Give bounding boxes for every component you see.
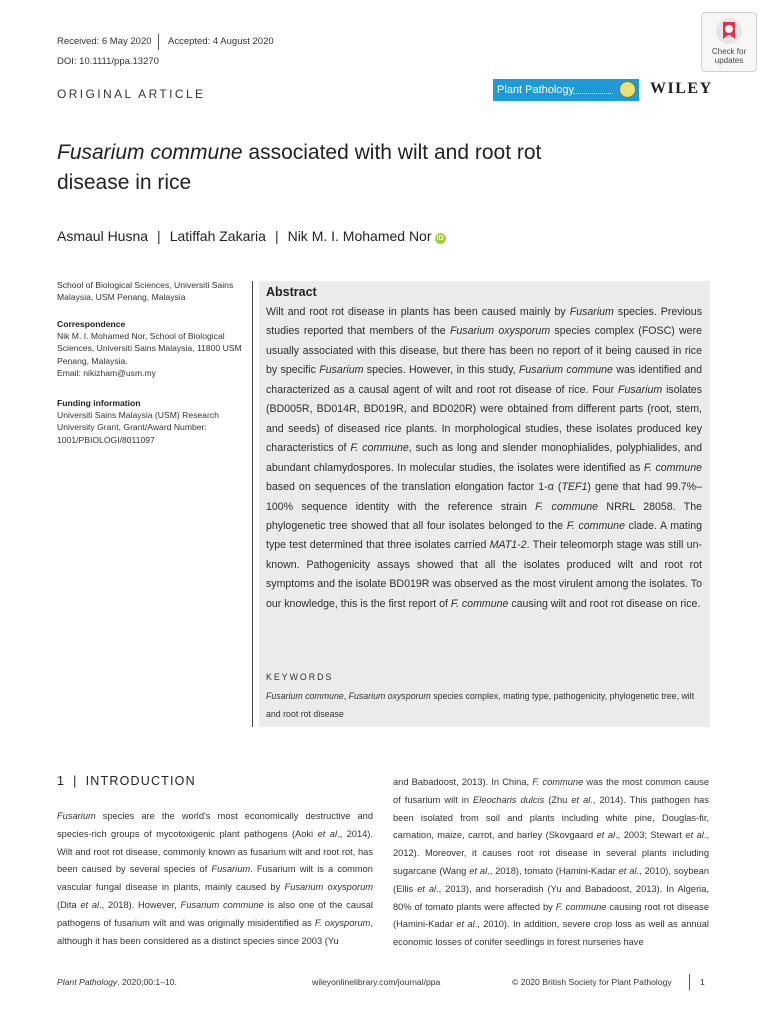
- journal-logo-subtext-decoration: [573, 85, 613, 94]
- received-date: Received: 6 May 2020: [57, 36, 152, 47]
- abstract-text: Wilt and root rot disease in plants has been caused mainly by Fusarium species. Previous studies reported that members of the Fusarium oxysporum species complex (FOSC) were usually associated with this disease, but there has been no report of it being caused in rice by specific Fusarium species. However, in this study, Fusarium commune was identified and characterized as a causal agent of wilt and root rot disease of rice. Four Fusarium isolates (BD005R, BD014R, BD019R, and BD020R) were obtained from different parts (root, stem, and seeds) of diseased rice plants. In morphological studies, these isolates produced key characteristics of F. commune, such as long and slender monophialides, polyphialides, and abundant chlamydospores. In molecular studies, the isolates were identified as F. commune based on sequences of the translation elongation factor 1-α (TEF1) gene that had 99.7%–100% sequence identity with the reference strain F. commune NRRL 28058. The phylogenetic tree showed that all four isolates belonged to the F. commune clade. A mating type test determined that three isolates carried MAT1-2. Their teleomorph stage was still unknown. Pathogenicity assays showed that all the isolates produced wilt and root rot symptoms and the isolate BD019R was observed as the most virulent among the isolates. To our knowledge, this is the first report of F. commune causing wilt and root rot disease on rice.: [266, 306, 703, 610]
- author-separator: |: [274, 228, 279, 244]
- crossmark-icon: [714, 16, 744, 46]
- keywords-text: Fusarium commune, Fusarium oxysporum species complex, mating type, pathogenicity, phylogenetic tree, wilt and root rot disease: [266, 691, 695, 719]
- title-species: Fusarium commune: [57, 141, 243, 164]
- funding-heading: Funding information: [57, 398, 141, 408]
- section-title: INTRODUCTION: [85, 774, 196, 788]
- article-title: [57, 138, 677, 198]
- section-heading: [57, 774, 196, 788]
- footer-url[interactable]: wileyonlinelibrary.com/journal/ppa: [312, 977, 441, 987]
- title-line1-rest: associated with wilt and root rot: [242, 141, 542, 164]
- doi[interactable]: DOI: 10.1111/ppa.13270: [57, 56, 159, 67]
- section-separator: |: [73, 774, 78, 788]
- footer-journal-name: Plant Pathology: [57, 977, 118, 987]
- abstract-heading: Abstract: [266, 285, 317, 299]
- check-updates-line1: Check for: [711, 47, 747, 56]
- correspondence-text: Nik M. I. Mohamed Nor, School of Biological Sciences, Universiti Sains Malaysia, 11800 USM Penang, Malaysia.: [57, 331, 242, 366]
- correspondence-email[interactable]: Email: nikizham@usm.my: [57, 367, 156, 378]
- author-separator: |: [157, 228, 161, 244]
- author-2[interactable]: Latiffah Zakaria: [169, 228, 266, 244]
- orcid-icon[interactable]: iD: [436, 235, 444, 242]
- author-3[interactable]: Nik M. I. Mohamed Nor: [287, 228, 432, 244]
- check-updates-line2: updates: [714, 56, 744, 65]
- footer-copyright: © 2020 British Society for Plant Pathology: [512, 977, 672, 987]
- page-number: 1: [700, 977, 705, 987]
- journal-logo[interactable]: [493, 79, 639, 101]
- footer-divider: [689, 974, 690, 990]
- header-divider: [158, 34, 159, 50]
- affiliation: School of Biological Sciences, Universiti Sains Malaysia, USM Penang, Malaysia: [57, 280, 234, 303]
- correspondence-block: [57, 318, 242, 379]
- keywords-heading: KEYWORDS: [266, 672, 334, 682]
- footer-volume: . 2020;00:1–10.: [117, 977, 177, 987]
- society-seal-icon: [619, 81, 636, 98]
- section-number: 1: [57, 774, 66, 788]
- accepted-date: Accepted: 4 August 2020: [168, 36, 274, 47]
- intro-column-right: and Babadoost, 2013). In China, F. commune was the most common cause of fusarium wilt in Eleocharis dulcis (Zhu et al., 2014). This pathogen has been isolated from soil and plants including white pine, Douglas-fir, carnation, maize, carrot, and barley (Skovgaard et al., 2003; Stewart et al., 2012). Moreover, it causes root rot disease in several plants including sugarcane (Wang et al., 2018), tomato (Hamini-Kadar et al., 2010), soybean (Ellis et al., 2013), and horseradish (Yu and Babadoost, 2013). In Algeria, 80% of tomato plants were affected by F. commune causing root rot disease (Hamini-Kadar et al., 2010). In addition, severe crop loss as well as annual economic losses of conifer seedlings in forest nurseries have: [393, 777, 710, 948]
- title-line2: disease in rice: [57, 171, 192, 194]
- author-list: [57, 228, 446, 244]
- journal-logo-text: Plant Pathology: [497, 84, 575, 96]
- funding-block: [57, 397, 242, 446]
- funding-text: Universiti Sains Malaysia (USM) Research University Grant, Grant/Award Number: 1001/PBIOLOGI/8011097: [57, 410, 219, 445]
- article-type: ORIGINAL ARTICLE: [57, 87, 206, 101]
- footer-citation: [57, 977, 177, 987]
- correspondence-heading: Correspondence: [57, 319, 126, 329]
- intro-column-left: Fusarium species are the world's most economically destructive and species-rich groups of mycotoxigenic plant pathogens (Aoki et al., 2014). Wilt and root rot disease, commonly known as fusarium wilt and root rot, has been caused by several species of Fusarium. Fusarium wilt is a common vascular fungal disease in plants, mainly caused by Fusarium oxysporum (Dita et al., 2018). However, Fusarium commune is also one of the causal pathogens of fusarium wilt and was originally misidentified as F. oxysporum, although it has been considered as a distinct species since 2003 (Yu: [57, 811, 374, 946]
- author-1[interactable]: Asmaul Husna: [57, 228, 149, 244]
- publisher-logo[interactable]: WILEY: [650, 80, 713, 97]
- check-for-updates-button[interactable]: [701, 12, 757, 72]
- abstract-rule: [252, 281, 253, 727]
